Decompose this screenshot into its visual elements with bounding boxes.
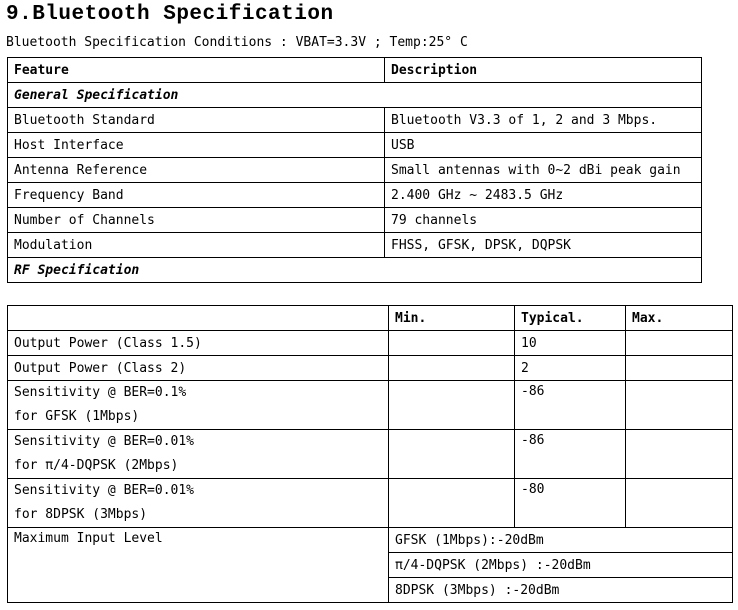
header-typical: Typical. [515,306,626,331]
feature-cell: Antenna Reference [8,158,385,183]
min-cell [389,430,515,479]
table-row [8,528,733,553]
max-input-value: GFSK (1Mbps):-20dBm [389,528,733,553]
parameter-cell [8,430,389,479]
typical-cell: 10 [515,331,626,356]
header-min: Min. [389,306,515,331]
table-row [8,108,702,133]
description-cell: 2.400 GHz ~ 2483.5 GHz [385,183,702,208]
table-row [8,430,733,479]
parameter-line: Sensitivity @ BER=0.01% [14,434,195,449]
parameter-line: Sensitivity @ BER=0.01% [14,483,195,498]
header-feature: Feature [8,58,385,83]
parameter-line: Sensitivity @ BER=0.1% [14,385,187,400]
parameter-line: for GFSK (1Mbps) [14,409,140,424]
max-input-value: 8DPSK (3Mbps) :-20dBm [389,578,733,603]
feature-cell: Bluetooth Standard [8,108,385,133]
table-row [8,381,733,430]
header-max: Max. [626,306,733,331]
max-cell [626,356,733,381]
typical-cell: -86 [515,430,626,479]
table-row [8,158,702,183]
typical-cell: -80 [515,479,626,528]
max-cell [626,381,733,430]
table-row [8,183,702,208]
parameter-line: for 8DPSK (3Mbps) [14,507,148,522]
feature-cell: Number of Channels [8,208,385,233]
page-title: 9.Bluetooth Specification [6,3,334,26]
typical-cell: 2 [515,356,626,381]
parameter-line: for π/4-DQPSK (2Mbps) [14,458,179,473]
feature-cell: Modulation [8,233,385,258]
table-row [8,331,733,356]
parameter-cell [8,381,389,430]
header-parameter [8,306,389,331]
max-cell [626,430,733,479]
table-row [8,233,702,258]
description-cell: Bluetooth V3.3 of 1, 2 and 3 Mbps. [385,108,702,133]
section-general-specification: General Specification [8,83,702,108]
parameter-cell: Output Power (Class 2) [8,356,389,381]
general-spec-table [7,57,702,283]
description-cell: FHSS, GFSK, DPSK, DQPSK [385,233,702,258]
parameter-cell: Output Power (Class 1.5) [8,331,389,356]
min-cell [389,356,515,381]
min-cell [389,479,515,528]
header-description: Description [385,58,702,83]
feature-cell: Frequency Band [8,183,385,208]
spec-conditions: Bluetooth Specification Conditions : VBAT=3.3V ; Temp:25° C [6,35,468,50]
min-cell [389,331,515,356]
max-cell [626,331,733,356]
min-cell [389,381,515,430]
typical-cell: -86 [515,381,626,430]
table-row [8,479,733,528]
description-cell: Small antennas with 0~2 dBi peak gain [385,158,702,183]
description-cell: 79 channels [385,208,702,233]
parameter-cell [8,479,389,528]
feature-cell: Host Interface [8,133,385,158]
section-rf-specification: RF Specification [8,258,702,283]
max-input-label: Maximum Input Level [8,528,389,603]
rf-spec-table [7,305,733,603]
table-row [8,356,733,381]
max-input-value: π/4-DQPSK (2Mbps) :-20dBm [389,553,733,578]
table-row [8,208,702,233]
table-row [8,133,702,158]
max-cell [626,479,733,528]
description-cell: USB [385,133,702,158]
